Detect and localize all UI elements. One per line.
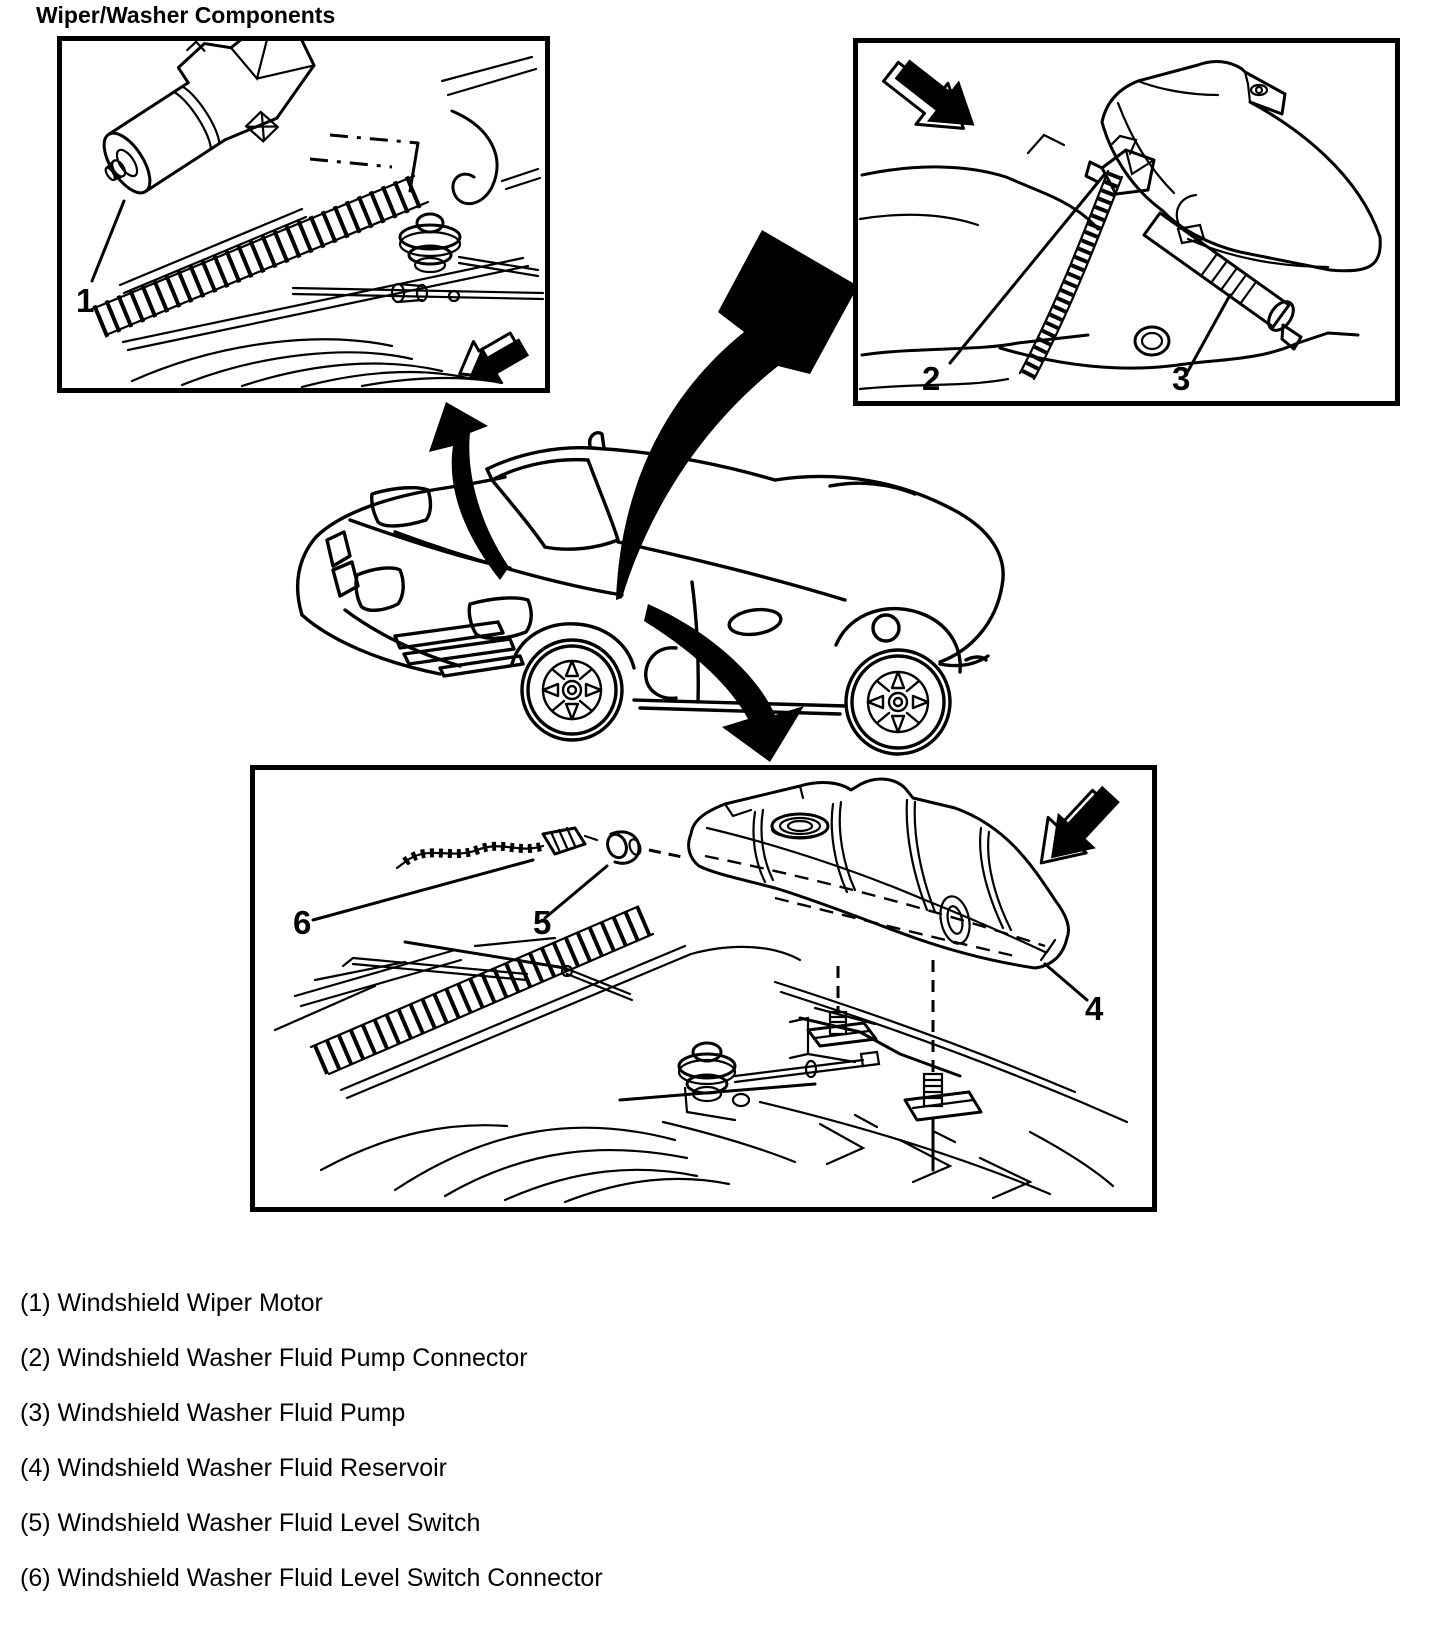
rear-wheel: [846, 650, 950, 754]
wiper-motor-drawing: [62, 41, 545, 388]
callout-6: 6: [293, 904, 312, 941]
arrow-to-reservoir-panel: [644, 604, 804, 762]
callout-4-group: [1045, 964, 1104, 1027]
callout-1-group: [76, 201, 124, 319]
locator-dash-lines: [310, 135, 418, 191]
fluid-level-switch: [604, 832, 687, 864]
fender-contour-lines: [132, 339, 502, 387]
callout-2: 2: [922, 360, 941, 397]
wiper-pivot-linkage: [620, 1043, 879, 1120]
legend-item-6: (6) Windshield Washer Fluid Level Switch Connector: [20, 1564, 603, 1592]
page-title: Wiper/Washer Components: [36, 2, 336, 28]
panel-washer-pump-detail: [853, 38, 1400, 406]
arrow-to-pump-panel: [616, 230, 858, 600]
callout-3-group: [1172, 295, 1230, 397]
washer-pump-drawing: [858, 43, 1395, 401]
callout-1: 1: [76, 282, 95, 319]
harness-conduit: [1020, 171, 1122, 379]
wiper-motor: [70, 41, 355, 222]
legend-item-3: (3) Windshield Washer Fluid Pump: [20, 1399, 406, 1427]
callout-5: 5: [533, 904, 552, 941]
legend-item-5: (5) Windshield Washer Fluid Level Switch: [20, 1509, 481, 1537]
callout-3: 3: [1172, 360, 1191, 397]
vehicle-outline: [298, 433, 1004, 754]
washer-hose-lines: [442, 57, 540, 204]
front-wheel: [522, 640, 622, 740]
panel-washer-reservoir-detail: [250, 765, 1157, 1212]
legend-item-1: (1) Windshield Wiper Motor: [20, 1289, 323, 1317]
drain-hole: [1135, 327, 1169, 355]
legend: [20, 1288, 603, 1618]
callout-4: 4: [1085, 990, 1104, 1027]
panel-wiper-motor-detail: [57, 36, 550, 393]
washer-reservoir-drawing: [255, 770, 1152, 1207]
direction-arrow-icon: [875, 44, 991, 153]
callout-5-group: [533, 866, 607, 941]
washer-pump: [1144, 195, 1301, 349]
direction-arrow-icon: [1022, 774, 1130, 884]
washer-reservoir-tank: [689, 779, 1069, 968]
legend-item-2: (2) Windshield Washer Fluid Pump Connector: [20, 1344, 528, 1372]
level-switch-connector: [397, 828, 597, 868]
legend-item-4: (4) Windshield Washer Fluid Reservoir: [20, 1454, 447, 1482]
arrow-to-wiper-motor-panel: [429, 402, 509, 580]
fender-contour-lines: [321, 1125, 729, 1202]
callout-6-group: [293, 860, 533, 941]
